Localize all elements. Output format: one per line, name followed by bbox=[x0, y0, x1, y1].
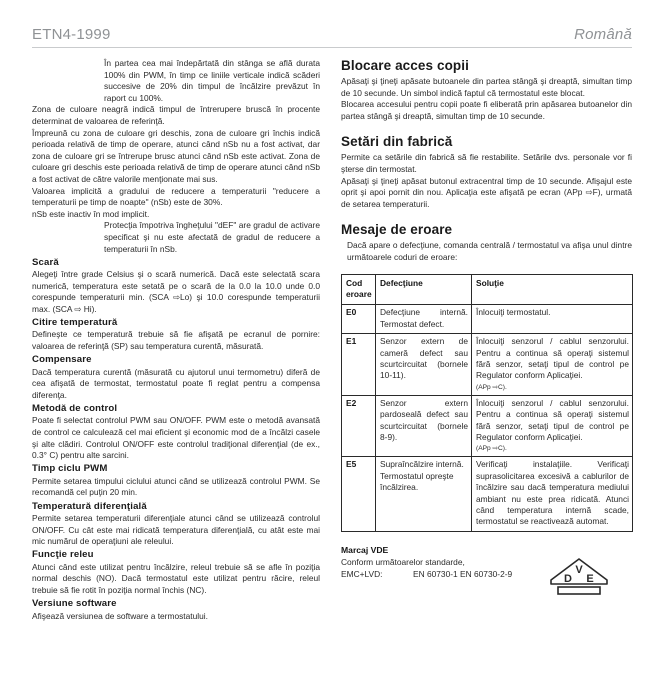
section-heading-temperatura-diferentiala: Temperatură diferenţială bbox=[32, 500, 147, 512]
cell-fault: Supraîncălzire internă. Termostatul opreşte încălzirea. bbox=[376, 457, 472, 531]
table-row bbox=[342, 305, 633, 334]
section-body-timp-ciclu-pwm: Permite setarea timpului ciclului atunci când se utilizează controlul PWM. Se recomandă cel puţin 20 min. bbox=[32, 475, 320, 498]
paragraph: Zona de culoare neagră indică timpul de întrerupere bruscă în procente determinat de valoarea de referinţă. bbox=[32, 104, 320, 126]
column-header-fault: Defecţiune bbox=[376, 274, 472, 305]
section-body-compensare: Dacă temperatura curentă (măsurată cu ajutorul unui termometru) diferă de cea afişată de termostat, termostatul poate fi reglat pentru a compensa diferenţa. bbox=[32, 366, 320, 400]
section-heading-citire-temperatura: Citire temperatură bbox=[32, 316, 118, 328]
paragraph: Blocarea accesului pentru copii poate fi eliberată prin apăsarea butoanelor din partea stângă şi dreaptă, simultan timp de 10 secunde. bbox=[341, 99, 632, 121]
section-heading-blocare-acces-copii: Blocare acces copii bbox=[341, 58, 469, 73]
paragraph: Permite ca setările din fabrică să fie restabilite. Setările dvs. personale vor fi şterse din termostat. bbox=[341, 152, 632, 174]
paragraph: Apăsaţi şi ţineţi apăsat butonul extracentral timp de 10 secunde. Afişajul este oprit şi apoi pornit din nou. Aplicaţia este afişată pe ecran (APp ⇨F), urmată de setarea temperaturii. bbox=[341, 175, 632, 209]
section-body-metoda-de-control: Poate fi selectat controlul PWM sau ON/OFF. PWM este o metodă avansată de control ce calculează cel mai eficient şi economic mod de a încălzi casele şi alte clădiri. Controlul ON/OFF este controlul tradiţional diferenţial (de ex., 0.3° C) pentru alte sarcini. bbox=[32, 415, 320, 461]
column-header-code: Cod eroare bbox=[342, 274, 376, 305]
section-heading-metoda-de-control: Metodă de control bbox=[32, 402, 118, 414]
table-header-row bbox=[342, 274, 633, 305]
paragraph: În partea cea mai îndepărtată din stânga se află durata 100% din PWM, în timp ce liniile verticale indică scăderi succesive de 20% din timpul de încălzire prevăzut în raport cu 100%. bbox=[104, 58, 320, 103]
section-body-versiune-software: Afişează versiunea de software a termostatului. bbox=[32, 610, 208, 621]
cell-fault: Senzor extern de cameră defect sau scurtcircuitat (bornele 10-11). bbox=[376, 334, 472, 396]
vde-subtitle: Conform următoarelor standarde, bbox=[341, 556, 465, 567]
vde-standard: EN 60730-1 bbox=[413, 568, 458, 579]
vde-marking-block bbox=[341, 544, 632, 585]
section-heading-functie-releu: Funcţie releu bbox=[32, 549, 94, 561]
header-language: Română bbox=[574, 26, 632, 43]
cell-fault: Senzor extern pardoseală defect sau scurtcircuitat (bornele 8-9). bbox=[376, 395, 472, 457]
section-heading-timp-ciclu-pwm: Timp ciclu PWM bbox=[32, 463, 108, 475]
cell-solution-text: Verificaţi instalaţiile. Verificaţi suprasolicitarea excesivă a cablurilor de încălzire sau dacă temperatura mediului ambiant nu este prea ridicată. Atunci când temperatura internă scade, termostatul se reactivează automat. bbox=[476, 459, 629, 527]
table-row bbox=[342, 334, 633, 396]
cell-solution-text: Înlocuiţi senzorul / cablul senzorului. Pentru a continua să operaţi sistemul fără senzor, setaţi tipul de control pe Regulator conform Aplicaţiei. bbox=[476, 336, 629, 381]
cell-error-code: E1 bbox=[342, 334, 376, 396]
vde-title: Marcaj VDE bbox=[341, 544, 389, 555]
cell-solution-text: Înlocuiţi senzorul / cablul senzorului. Pentru a continua să operaţi sistemul fără senzor, setaţi tipul de control pe Regulator conform Aplicaţiei. bbox=[476, 397, 629, 442]
paragraph: Apăsaţi şi ţineţi apăsate butoanele din partea stângă şi dreaptă, simultan timp de 10 secunde. Un simbol indică faptul că termostatul este blocat. bbox=[341, 76, 632, 98]
section-body-citire-temperatura: Defineşte ce temperatură trebuie să fie afişată pe ecranul de pornire: valoarea de referinţă (SP) sau temperatura curentă, măsurată. bbox=[32, 329, 320, 352]
vde-standards-label: EMC+LVD: bbox=[341, 568, 383, 579]
paragraph: nSb este inactiv în mod implicit. bbox=[32, 208, 150, 219]
svg-text:D: D bbox=[564, 572, 572, 585]
vde-logo-icon bbox=[548, 556, 610, 600]
table-row bbox=[342, 395, 633, 457]
cell-solution bbox=[472, 334, 633, 396]
cell-solution-note: (APp ⇨C). bbox=[476, 445, 507, 453]
page-header bbox=[32, 26, 632, 43]
section-body-temperatura-diferentiala: Permite setarea temperaturii diferenţiale atunci când se utilizează controlul ON/OFF. Cu cât este mai ridicată temperatura diferenţială, cu atât este mai mic numărul de operaţiuni ale releului. bbox=[32, 513, 320, 547]
column-header-solution: Soluţie bbox=[472, 274, 633, 305]
header-divider bbox=[32, 47, 632, 48]
cell-fault: Defecţiune internă. Termostat defect. bbox=[376, 305, 472, 334]
paragraph: Împreună cu zona de culoare gri deschis, zona de culoare gri închis indică perioada relativă de timp de operare, atunci când nSb nu a fost activat, dar zona de culoare gri se întrerupe brusc atunci când nSb este activat. Zona de culoare gri deschis este perioada relativă de timp de operare atunci când nSb a fost activat de către valorile menţionate mai sus. bbox=[32, 127, 320, 184]
svg-text:V: V bbox=[575, 563, 583, 576]
vde-standard: EN 60730-2-9 bbox=[460, 568, 513, 579]
table-row bbox=[342, 457, 633, 531]
paragraph: Protecţia împotriva îngheţului "dEF" are gradul de activare specificat şi nu este afectată de gradul de reducere a temperaturii în nSb. bbox=[104, 220, 320, 254]
section-body-functie-releu: Atunci când este utilizat pentru încălzire, releul trebuie să se afle în poziţia normal deschis (NO). Dacă termostatul este utilizat pentru răcire, releul trebuie să fie rotit în poziţia normal închis (NC). bbox=[32, 561, 320, 595]
cell-solution-note: (APp ⇨C). bbox=[476, 383, 507, 391]
cell-solution bbox=[472, 457, 633, 531]
vde-standards-list bbox=[413, 568, 512, 581]
error-messages-intro: Dacă apare o defecţiune, comanda centrală / termostatul va afişa unul dintre următoarele coduri de eroare: bbox=[347, 240, 632, 262]
right-column bbox=[341, 58, 632, 585]
section-body-scara: Alegeţi între grade Celsius şi o scară numerică. Dacă este selectată scara numerică, temperatura este setată pe o scară de la 0.0 la 10.0 unde 0.0 corespunde temperaturii min. (SCA ⇨Lo) şi 10.0 corespunde temperaturii max. (SCA ⇨ Hi). bbox=[32, 269, 320, 314]
cell-solution bbox=[472, 305, 633, 334]
svg-text:E: E bbox=[586, 572, 594, 585]
left-column bbox=[32, 58, 320, 622]
section-heading-scara: Scară bbox=[32, 256, 59, 268]
section-heading-versiune-software: Versiune software bbox=[32, 598, 117, 610]
cell-error-code: E2 bbox=[342, 395, 376, 457]
cell-error-code: E0 bbox=[342, 305, 376, 334]
paragraph: Valoarea implicită a gradului de reducere a temperaturii "reducere a temperaturii pe timp de noapte" (nSb) este de 30%. bbox=[32, 185, 320, 208]
cell-error-code: E5 bbox=[342, 457, 376, 531]
section-heading-setari-din-fabrica: Setări din fabrică bbox=[341, 134, 453, 150]
cell-solution-text: Înlocuiţi termostatul. bbox=[476, 307, 551, 318]
section-heading-compensare: Compensare bbox=[32, 354, 92, 366]
cell-solution bbox=[472, 395, 633, 457]
error-code-table bbox=[341, 274, 633, 532]
section-heading-mesaje-de-eroare: Mesaje de eroare bbox=[341, 222, 453, 238]
header-model-number: ETN4-1999 bbox=[32, 26, 111, 43]
